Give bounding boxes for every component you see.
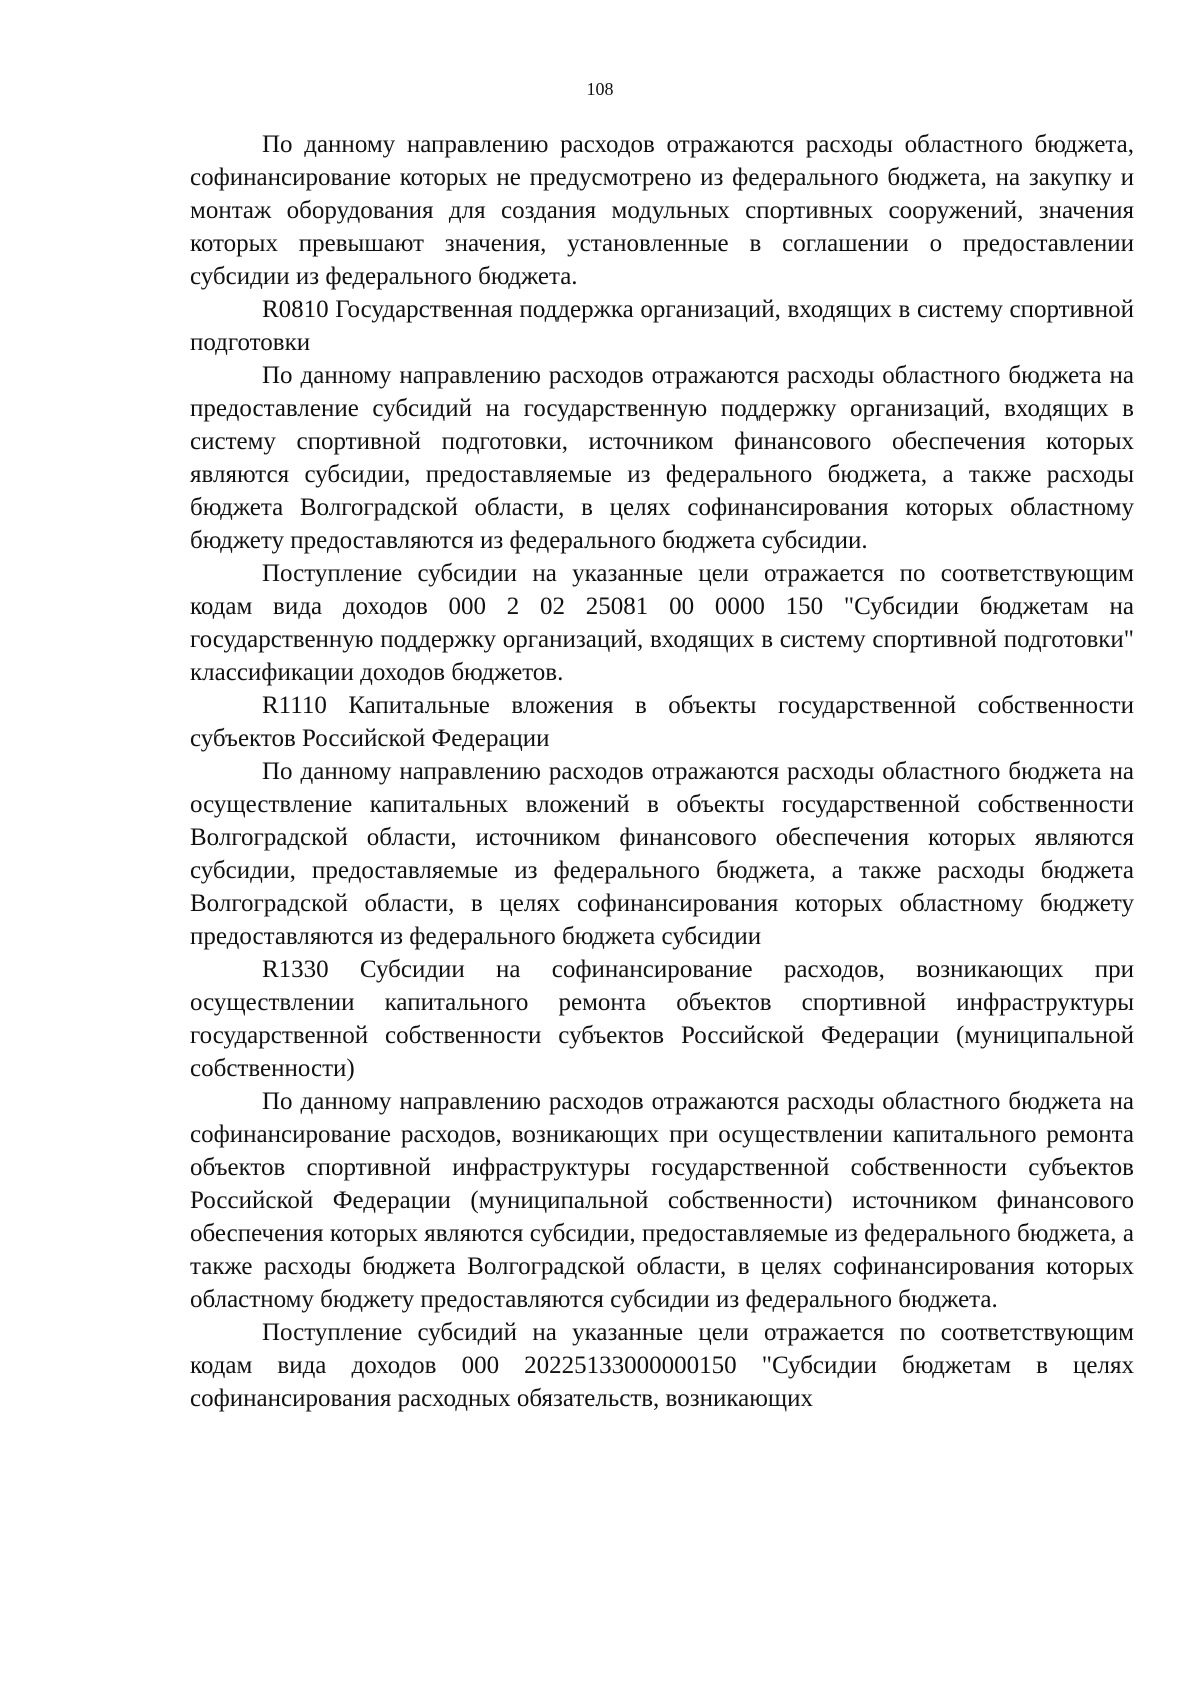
paragraph-r1330-revenue-code: Поступление субсидий на указанные цели отражается по соответствующим кодам вида доходов 000 20225133000000150 "Субсидии бюджетам в целях софинансирования расходных обязательств, возникающих	[190, 1319, 1134, 1412]
page-number: 108	[586, 79, 614, 99]
paragraph-r0810-revenue-code: Поступление субсидии на указанные цели отражается по соответствующим кодам вида доходов 000 2 02 25081 00 0000 150 "Субсидии бюджетам на государственную поддержку организаций, входящих в систему спортивной подготовки" классификации доходов бюджетов.	[190, 560, 1134, 686]
heading-r1110: R1110 Капитальные вложения в объекты государственной собственности субъектов Российской Федерации	[190, 692, 1134, 752]
paragraph-r1110-description: По данному направлению расходов отражаются расходы областного бюджета на осуществление капитальных вложений в объекты государственной собственности Волгоградской области, источником финансового обеспечения которых являются субсидии, предоставляемые из федерального бюджета, а также расходы бюджета Волгоградской области, в целях софинансирования которых областному бюджету предоставляются из федерального бюджета субсидии	[190, 758, 1134, 950]
paragraph-r1330-description: По данному направлению расходов отражаются расходы областного бюджета на софинансирование расходов, возникающих при осуществлении капитального ремонта объектов спортивной инфраструктуры государственной собственности субъектов Российской Федерации (муниципальной собственности) источником финансового обеспечения которых являются субсидии, предоставляемые из федерального бюджета, а также расходы бюджета Волгоградской области, в целях софинансирования которых областному бюджету предоставляются субсидии из федерального бюджета.	[190, 1088, 1134, 1313]
paragraph-modular-sports-facilities: По данному направлению расходов отражаются расходы областного бюджета, софинансирование которых не предусмотрено из федерального бюджета, на закупку и монтаж оборудования для создания модульных спортивных сооружений, значения которых превышают значения, установленные в соглашении о предоставлении субсидии из федерального бюджета.	[190, 131, 1134, 290]
paragraph-r0810-description: По данному направлению расходов отражаются расходы областного бюджета на предоставление субсидий на государственную поддержку организаций, входящих в систему спортивной подготовки, источником финансового обеспечения которых являются субсидии, предоставляемые из федерального бюджета, а также расходы бюджета Волгоградской области, в целях софинансирования которых областному бюджету предоставляются из федерального бюджета субсидии.	[190, 362, 1134, 554]
heading-r1330: R1330 Субсидии на софинансирование расходов, возникающих при осуществлении капитального ремонта объектов спортивной инфраструктуры государственной собственности субъектов Российской Федерации (муниципальной собственности)	[190, 956, 1134, 1082]
document-body	[190, 128, 1134, 1415]
heading-r0810: R0810 Государственная поддержка организаций, входящих в систему спортивной подготовки	[190, 296, 1134, 356]
